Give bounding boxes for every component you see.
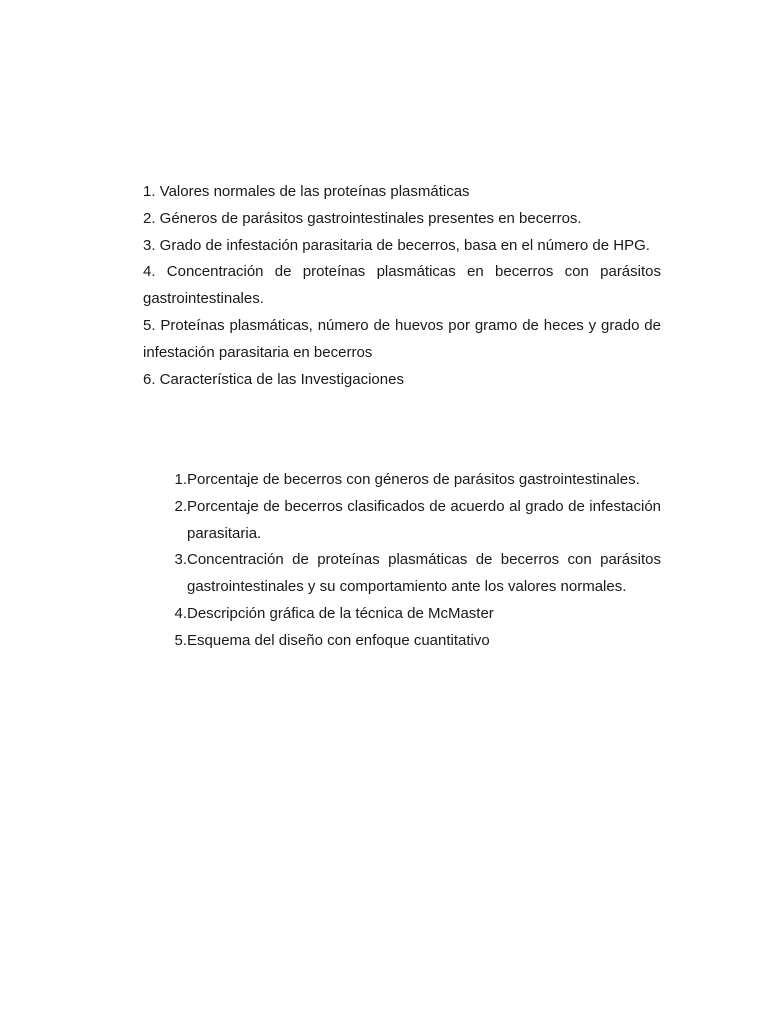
list-item [143,547,661,601]
item-text: Concentración de proteínas plasmáticas de becerros con parásitos gastrointestinales y su comportamiento ante los valores normales. [187,551,661,596]
item-number: 4. [174,604,187,622]
item-text: Esquema del diseño con enfoque cuantitativo [187,631,490,649]
list-item: 5. Proteínas plasmáticas, número de huevos por gramo de heces y grado de infestación parasitaria en becerros [143,316,661,361]
list-item: 6. Característica de las Investigaciones [143,370,404,388]
item-text: Descripción gráfica de la técnica de McMaster [187,604,494,622]
list-item: 3. Grado de infestación parasitaria de becerros, basa en el número de HPG. [143,236,650,254]
item-number: 1. [174,471,187,488]
list-item [143,467,661,494]
list-item: 4. Concentración de proteínas plasmáticas en becerros con parásitos gastrointestinales. [143,263,661,308]
list-item [143,628,661,655]
list-of-tables [143,179,661,393]
list-item: 1. Valores normales de las proteínas plasmáticas [143,183,470,200]
item-text: Porcentaje de becerros con géneros de parásitos gastrointestinales. [187,471,640,488]
item-number: 5. [174,631,187,649]
item-number: 3. [174,551,187,569]
item-text: Porcentaje de becerros clasificados de acuerdo al grado de infestación parasitaria. [187,497,661,542]
item-number: 2. [174,497,187,515]
list-item [143,601,661,628]
list-of-figures [143,467,661,655]
list-item [143,494,661,548]
list-item: 2. Géneros de parásitos gastrointestinales presentes en becerros. [143,209,582,227]
